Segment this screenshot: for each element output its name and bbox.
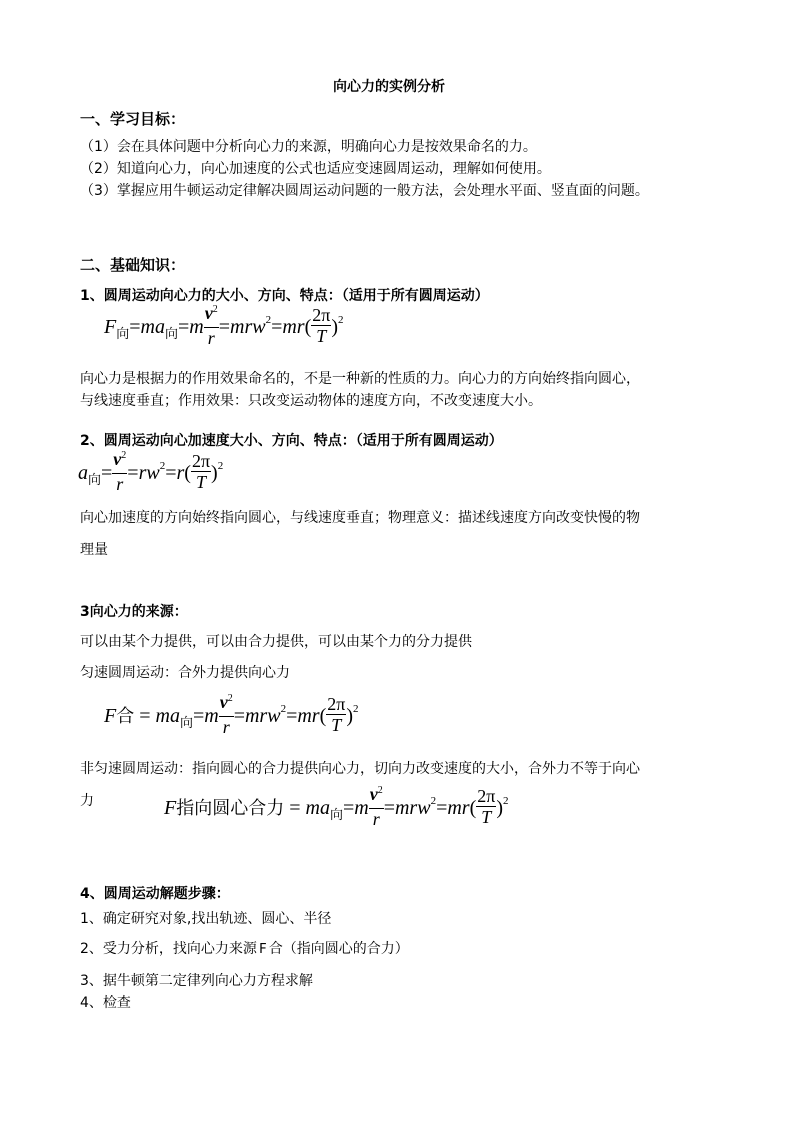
part1-desc-line1: 向心力是根据力的作用效果命名的，不是一种新的性质的力。向心力的方向始终指向圆心， xyxy=(80,371,640,387)
part3-line1: 可以由某个力提供，可以由合力提供，可以由某个力的分力提供 xyxy=(80,634,472,650)
step-2 xyxy=(80,940,409,959)
step-3: 3、据牛顿第二定律列向心力方程求解 xyxy=(80,973,313,989)
part3-line3: 非匀速圆周运动：指向圆心的合力提供向心力，切向力改变速度的大小，合外力不等于向心 xyxy=(80,761,640,777)
section-heading-goals: 一、学习目标： xyxy=(80,110,186,128)
page-title: 向心力的实例分析 xyxy=(333,79,445,95)
part3-line2: 匀速圆周运动：合外力提供向心力 xyxy=(80,665,290,681)
formula-net-force-nonuniform: F指向圆心合力 = $ma_向=m$ $\frac{v^2}{r}$ =mrw$^2$=mr( $\frac{2\pi}{T}$ )$^2$ xyxy=(164,784,509,829)
step-2-text: 2、受力分析，找向心力来源 xyxy=(80,941,257,957)
part1-desc-line2: 与线速度垂直；作用效果：只改变运动物体的速度方向，不改变速度大小。 xyxy=(80,393,542,409)
goal-item-1: （1）会在具体问题中分析向心力的来源，明确向心力是按效果命名的力。 xyxy=(80,139,537,155)
formula-net-force-uniform: F合 = $ma_向=m$ $\frac{v^2}{r}$ =mrw$^2$=mr( $\frac{2\pi}{T}$ )$^2$ xyxy=(104,692,359,737)
part3-heading: 3向心力的来源： xyxy=(80,604,188,620)
step-4: 4、检查 xyxy=(80,995,131,1011)
part3-line4: 力 xyxy=(80,793,94,809)
goal-item-2: （2）知道向心力，向心加速度的公式也适应变速圆周运动，理解如何使用。 xyxy=(80,161,551,177)
formula-centripetal-force: $F_向=ma_向=m$ $\frac{v^2}{r}$ =mrw$^2$=mr( $\frac{2\pi}{T}$ )$^2$ xyxy=(104,303,344,348)
formula-centripetal-acceleration: $a_向=$ $\frac{v^2}{r}$ $=rw^2=r$( $\frac{2\pi}{T}$ )$^2$ xyxy=(78,449,224,494)
part1-heading: 1、圆周运动向心力的大小、方向、特点：（适用于所有圆周运动） xyxy=(80,288,489,304)
step-2-symbol: F xyxy=(258,942,267,957)
part2-desc-line2: 理量 xyxy=(80,542,108,558)
step-1: 1、确定研究对象,找出轨迹、圆心、半径 xyxy=(80,911,332,927)
goal-item-3: （3）掌握应用牛顿运动定律解决圆周运动问题的一般方法，会处理水平面、竖直面的问题。 xyxy=(80,183,649,199)
part2-heading: 2、圆周运动向心加速度大小、方向、特点：（适用于所有圆周运动） xyxy=(80,433,503,449)
step-2-note: 合（指向圆心的合力） xyxy=(268,941,409,957)
section-heading-basics: 二、基础知识： xyxy=(80,256,186,274)
part2-desc-line1: 向心加速度的方向始终指向圆心，与线速度垂直；物理意义：描述线速度方向改变快慢的物 xyxy=(80,510,640,526)
part4-heading: 4、圆周运动解题步骤： xyxy=(80,886,230,902)
